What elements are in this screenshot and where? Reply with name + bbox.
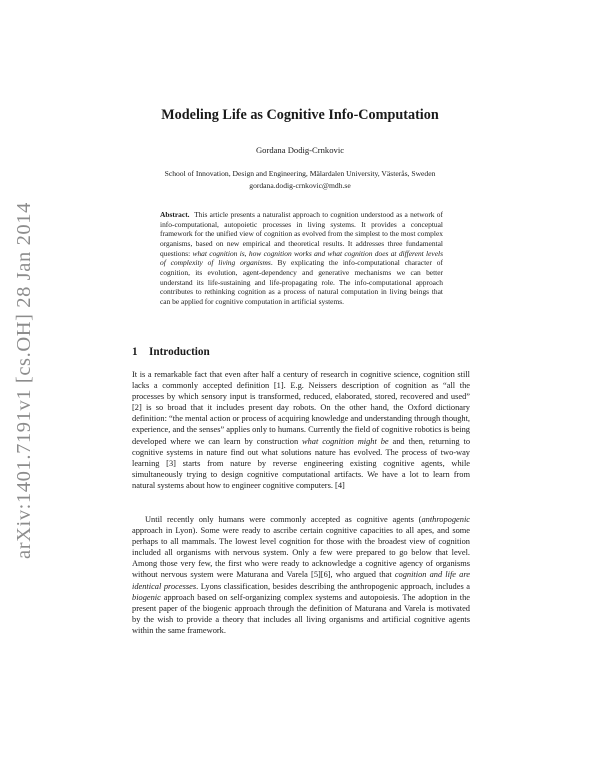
affiliation-block xyxy=(0,168,600,191)
paragraph2-emphasis-1: anthropogenic xyxy=(421,515,470,524)
section-number: 1 xyxy=(132,346,138,358)
body-paragraph-2 xyxy=(132,514,470,636)
affiliation-institution: School of Innovation, Design and Engineering, Mälardalen University, Västerås, Sweden xyxy=(164,169,436,178)
paragraph1-text-2: and then, returning to cognitive systems in nature find out what solutions nature has evolved. The process of two-way learning [3] starts from nature by reverse engineering existing cognitive agents, while simultaneously trying to design cognitive computational artifacts. We have a lot to learn from natural systems about how to engineer cognitive computers. [4] xyxy=(132,436,471,490)
section-title: Introduction xyxy=(149,346,210,358)
paragraph2-text-2: approach in Lyon). Some were ready to ascribe certain cognitive capacities to all apes, and some perhaps to all mammals. The lowest level cognition for those with the broadest view of cognition included all organisms with nervous system. Only a few were prepared to go below that level. Among those very few, the first who were ready to acknowledge a cognitive agency of organisms without nervous system were Maturana and Varela [5][6], who argued that xyxy=(132,526,470,580)
section-heading xyxy=(132,346,210,358)
abstract-text-1: This article presents a naturalist approach to cognition understood as a network of info-computational, autopoietic processes in living systems. It provides a conceptual framework for the unified view of cognition as evolved from the simplest to the most complex organisms, based on new empirical and theoretical results. It addresses three fundamental questions: xyxy=(160,210,443,258)
paragraph2-text-4: approach based on self-organizing complex systems and autopoiesis. The adoption in the present paper of the biogenic approach through the definition of Maturana and Varela is motivated by the wish to provide a theory that includes all living organisms and artificial cognitive agents within the same framework. xyxy=(132,592,470,635)
abstract xyxy=(160,210,443,307)
abstract-text-2: . By explicating the info-computational character of cognition, its evolution, agent-dependency and generative mechanisms we can better understand its life-sustaining and life-propagating role. The info-computational approach contributes to rethinking cognition as a process of natural computation in living beings that can be applied for cognitive computation in artificial systems. xyxy=(160,258,443,306)
paragraph2-text-3: . Lyons classification, besides describing the anthropogenic approach, includes a xyxy=(196,581,470,591)
arxiv-identifier xyxy=(4,190,44,570)
paragraph1-emphasis: what cognition might be xyxy=(302,436,389,446)
author-email: gordana.dodig-crnkovic@mdh.se xyxy=(249,180,351,190)
paper-title: Modeling Life as Cognitive Info-Computation xyxy=(161,107,439,123)
author-name: Gordana Dodig-Crnkovic xyxy=(255,145,345,155)
abstract-emphasis: what cognition is, how cognition works and what cognition does at different levels of complexity of living organisms xyxy=(160,248,443,268)
paragraph2-text-1: Until recently only humans were commonly accepted as cognitive agents ( xyxy=(145,515,422,524)
paragraph2-emphasis-2: cognition and life are identical processes xyxy=(132,570,470,591)
paragraph2-emphasis-3: biogenic xyxy=(132,592,161,602)
arxiv-identifier-text: arXiv:1401.7191v1 [cs.OH] 28 Jan 2014 xyxy=(12,201,35,559)
paragraph1-text-1: It is a remarkable fact that even after half a century of research in cognitive science, cognition still lacks a commonly accepted definition [1]. E.g. Neissers description of cognition as “all the processes by which sensory input is transformed, reduced, elaborated, stored, recovered and used” [2] is so broad that it includes present day robots. On the other hand, the Oxford dictionary definition: “the mental action or process of acquiring knowledge and understanding through thought, experience, and the senses” applies only to humans. Currently the field of cognitive robotics is being developed where we can learn by construction xyxy=(132,370,470,446)
abstract-label: Abstract. xyxy=(160,210,190,219)
body-paragraph-1 xyxy=(132,369,470,491)
